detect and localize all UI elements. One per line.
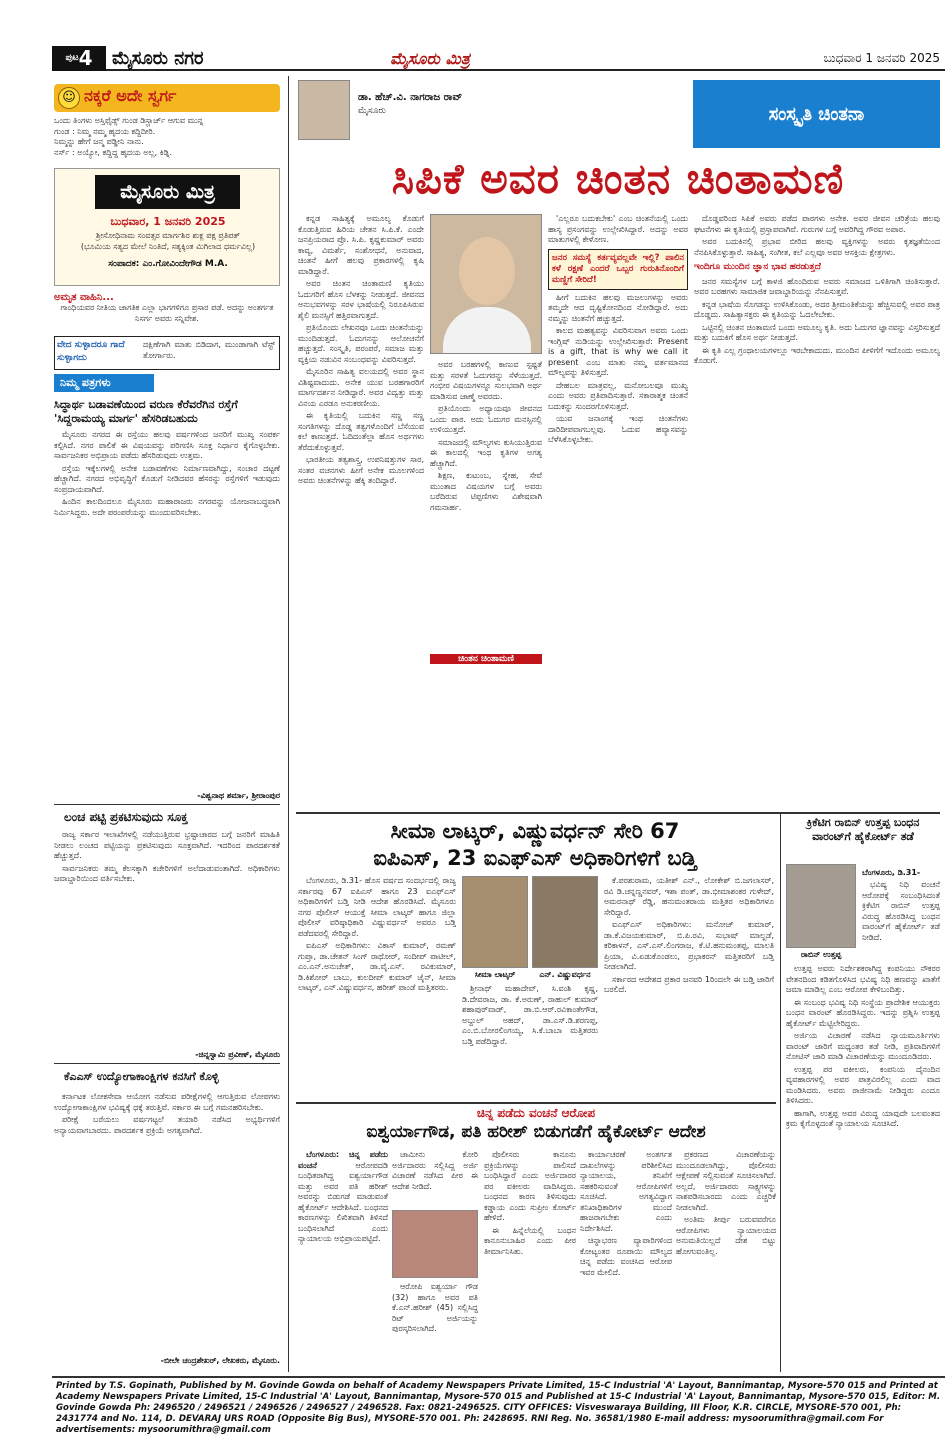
letter1-body: ಮೈಸೂರು ನಗರದ ಈ ರಸ್ತೆಯು ಹಲವು ವರ್ಷಗಳಿಂದ ಜನರಿಗೆ ಮುಖ್ಯ ಸಂಪರ್ಕ ಕಲ್ಪಿಸಿದೆ. ನಗರ ಪಾಲಿಕೆ ಈ ವಿಷಯವನ್ನು ಪರಿಗಣಿಸಿ ಸೂಕ್ತ ನಿರ್ಧಾರ ಕೈಗೊಳ್ಳಬೇಕು. ಸಾರ್ವಜನಿಕರ ಅಭಿಪ್ರಾಯ ಪಡೆದು ಹೆಸರಿಡುವುದು ಉತ್ತಮ. ರಸ್ತೆಯ ಇಕ್ಕೆಲಗಳಲ್ಲಿ ಅನೇಕ ಬಡಾವಣೆಗಳು ನಿರ್ಮಾಣವಾಗಿದ್ದು, ಸಂಚಾರ ದಟ್ಟಣೆ ಹೆಚ್ಚಾಗಿದೆ. ನಗರದ ಅಭಿವೃದ್ಧಿಗೆ ಕೊಡುಗೆ ನೀಡಿದವರ ಹೆಸರನ್ನು ರಸ್ತೆಗಳಿಗೆ ಇಡುವುದು ಸಂಪ್ರದಾಯವಾಗಿದೆ. ಹಿಂದಿನ ಕಾಲದಿಂದಲೂ ಮೈಸೂರು ಮಹಾರಾಜರು ನಗರವನ್ನು ಯೋಜನಾಬದ್ಧವಾಗಿ ನಿರ್ಮಿಸಿದ್ದರು. ಅದೇ ಪರಂಪರೆಯನ್ನು ಮುಂದುವರಿಸಬೇಕು. xyxy=(54,430,280,517)
feature-body-col4: ದೊಡ್ಡವರಿಂದ ಸಿಪಿಕೆ ಅವರು ಪಡೆದ ಪಾಠಗಳು ಅನೇಕ. ಅವರ ಜೀವನ ಚರಿತ್ರೆಯ ಹಲವು ಘಟನೆಗಳು ಈ ಕೃತಿಯಲ್ಲಿ ಪ್ರಸ್ತಾಪವಾಗಿವೆ. ಗುರುಗಳ ಬಗ್ಗೆ ಅವರಿಗಿದ್ದ ಗೌರವ ಅಪಾರ. ಅವರ ಬದುಕಿನಲ್ಲಿ ಪ್ರಭಾವ ಬೀರಿದ ಹಲವು ವ್ಯಕ್ತಿಗಳನ್ನು ಅವರು ಕೃತಜ್ಞತೆಯಿಂದ ನೆನಪಿಸಿಕೊಳ್ಳುತ್ತಾರೆ. ಸಾಹಿತ್ಯ, ಸಂಗೀತ, ಕಲೆ ಎಲ್ಲವೂ ಅವರ ಆಸಕ್ತಿಯ ಕ್ಷೇತ್ರಗಳು. ಇಂದಿಗೂ ಮುಂದಿನ ಜ್ಞಾನ ಭಾವ ಹರಡುತ್ತದೆ ಜನರ ಸಮಸ್ಯೆಗಳ ಬಗ್ಗೆ ಕಾಳಜಿ ಹೊಂದಿರುವ ಅವರು ಸಮಾಜದ ಒಳಿತಿಗಾಗಿ ಚಿಂತಿಸುತ್ತಾರೆ. ಅವರ ಬರಹಗಳು ಸಾಮಾಜಿಕ ಜವಾಬ್ದಾರಿಯನ್ನು ನೆನಪಿಸುತ್ತವೆ. ಕನ್ನಡ ಭಾಷೆಯ ಸೊಗಡನ್ನು ಉಳಿಸಿಕೊಂಡು, ಅದರ ಶ್ರೀಮಂತಿಕೆಯನ್ನು ಹೆಚ್ಚಿಸುವಲ್ಲಿ ಅವರ ಪಾತ್ರ ದೊಡ್ಡದು. ಸಾಹಿತ್ಯಾಸಕ್ತರು ಈ ಕೃತಿಯನ್ನು ಓದಲೇಬೇಕು. ಒಟ್ಟಿನಲ್ಲಿ ಚಿಂತನ ಚಿಂತಾಮಣಿ ಒಂದು ಅಮೂಲ್ಯ ಕೃತಿ. ಅದು ಓದುಗರ ಜ್ಞಾನವನ್ನು ವಿಸ್ತರಿಸುತ್ತದೆ ಮತ್ತು ಬದುಕಿಗೆ ಹೊಸ ಅರ್ಥ ನೀಡುತ್ತದೆ. ಈ ಕೃತಿ ಎಲ್ಲ ಗ್ರಂಥಾಲಯಗಳಲ್ಲೂ ಇರಬೇಕಾದುದು. ಮುಂದಿನ ಪೀಳಿಗೆಗೆ ಇದೊಂದು ಅಮೂಲ್ಯ ಕೊಡುಗೆ. xyxy=(694,214,940,365)
feature-body-col3: 'ಎಲ್ಲರೂ ಬದುಕಬೇಕು' ಎಂಬ ಚಿಂತನೆಯಲ್ಲಿ ಒಂದು ಹಾಸ್ಯ ಪ್ರಸಂಗವನ್ನು ಉಲ್ಲೇಖಿಸಿದ್ದಾರೆ. ಅದನ್ನು ಅವರ ಮಾತುಗಳಲ್ಲಿ ಕೇಳೋಣ. ಜನರ ಸಮಸ್ಯೆ ಕರ್ತವ್ಯವಲ್ಲವೇ ಇಲ್ಲಿ? ಪಾಲಿನ ಕಳೆ ರಕ್ಷಣೆ ಎಂದರೆ ಒಬ್ಬರ ಗುರುತಿನೊಂದಿಗೆ ಮಣ್ಣಿಗೆ ಸೇರಿದೆ! ಹೀಗೆ ಬದುಕಿನ ಹಲವು ಮಜಲುಗಳನ್ನು ಅವರು ತಮ್ಮದೇ ಆದ ದೃಷ್ಟಿಕೋನದಿಂದ ನೋಡಿದ್ದಾರೆ. ಅದು ನಮ್ಮನ್ನು ಚಿಂತನೆಗೆ ಹಚ್ಚುತ್ತದೆ. ಕಾಲದ ಮಹತ್ವವನ್ನು ವಿವರಿಸುವಾಗ ಅವರು ಒಂದು ಇಂಗ್ಲಿಷ್ ನುಡಿಯನ್ನು ಉಲ್ಲೇಖಿಸುತ್ತಾರೆ: Present is a gift, that is why we call it present ಎಂಬ ಮಾತು ನಮ್ಮ ವರ್ತಮಾನದ ಮೌಲ್ಯವನ್ನು ತಿಳಿಸುತ್ತದೆ. ದೇಹಬಲ ಮಾತ್ರವಲ್ಲ, ಮನೋಬಲವೂ ಮುಖ್ಯ ಎಂದು ಅವರು ಪ್ರತಿಪಾದಿಸುತ್ತಾರೆ. ಸಕಾರಾತ್ಮಕ ಚಿಂತನೆ ಬದುಕನ್ನು ಸುಂದರಗೊಳಿಸುತ್ತದೆ. ಯುವ ಜನಾಂಗಕ್ಕೆ ಇಂಥ ಚಿಂತನೆಗಳು ದಾರಿದೀಪವಾಗಬಲ್ಲವು. ಓದುವ ಹವ್ಯಾಸವನ್ನು ಬೆಳೆಸಿಕೊಳ್ಳಬೇಕು. xyxy=(548,214,688,444)
joke-banner-title: ನಕ್ಕರೆ ಅದೇ ಸ್ವರ್ಗ xyxy=(84,86,177,105)
caption-vishnu: ಎನ್. ವಿಷ್ಣುವರ್ಧನ xyxy=(539,970,591,979)
cpk-portrait xyxy=(430,214,542,354)
imprint-footer: Printed by T.S. Gopinath, Published by M. Govinde Gowda on behalf of Academy Newspapers Private Limited, 15-C Industrial 'A' Layout, Bannimantap, Mysore-570 015 and Printed at Academy Newspapers Private Limited, 15-C Industrial 'A' Layout, Bannimantap, Mysore-570 015 and Published at 15-C Industrial 'A' Layout, Bannimantap, Mysore-570 015, Editor: M. Govinde Gowda Ph: 2496520 / 2496521 / 2496526 / 2496527 / 2496528. Fax: 0821-2496525. CITY OFFICES: Visveswaraya Building, III Floor, K.R. CIRCLE, MYSORE-570 001, Ph: 2431774 and No. 114, D. DEVARAJ URS ROAD (Opposite Big Bus), MYSORE-570 001. Ph: 2428695. RNI Reg. No. 36581/1980 E-mail address: mysoorumithra@gmail.com For advertisements: mysoorumithra@gmail.com xyxy=(52,1376,945,1439)
column-divider xyxy=(780,812,781,1372)
letter2-sign: -ಚಿನ್ನಸ್ವಾಮಿ ಪ್ರವೀಣ್, ಮೈಸೂರು xyxy=(195,1050,280,1059)
joke-banner xyxy=(54,84,280,112)
divider xyxy=(296,1102,776,1104)
letters-label: ನಿಮ್ಮ ಪತ್ರಗಳು xyxy=(54,374,154,392)
vishnuvardhan-photo xyxy=(532,876,598,968)
aishwarya-gowda-photo xyxy=(392,1210,478,1278)
letter2-body: ರಾಜ್ಯ ಸರ್ಕಾರ ಇಲಾಖೆಗಳಲ್ಲಿ ನಡೆಯುತ್ತಿರುವ ಭ್ರಷ್ಟಾಚಾರದ ಬಗ್ಗೆ ಜನರಿಗೆ ಮಾಹಿತಿ ನೀಡಲು ಲಂಚದ ಪಟ್ಟಿಯನ್ನು ಪ್ರಕಟಿಸುವುದು ಸೂಕ್ತವಾಗಿದೆ. ಇದರಿಂದ ಪಾರದರ್ಶಕತೆ ಹೆಚ್ಚುತ್ತದೆ. ಸಾರ್ವಜನಿಕರು ತಮ್ಮ ಕೆಲಸಕ್ಕಾಗಿ ಕಚೇರಿಗಳಿಗೆ ಅಲೆದಾಡುವಂತಾಗಿದೆ. ಅಧಿಕಾರಿಗಳು ಜವಾಬ್ದಾರಿಯಿಂದ ವರ್ತಿಸಬೇಕು. xyxy=(54,830,280,883)
proverb-box xyxy=(54,336,280,370)
joke-text: ಒಂದು ತಿಂಗಳು ಅಸ್ತಿಫೈಡ್ಸ್ ಗುಂಡ ಡಿಸ್ಚಾರ್ಜ್ ಆಗುವ ಮುನ್ನ ಗುಂಡ : ನಿಮ್ಮ ನಮ್ಮ ಹೃದಯ ಕದ್ದಿದೀರಿ. ನಿಮ್ಮನ್ನು ಹೇಗೆ ಜನ್ಮ ಪಡ್ಡೀನಿ ನಾನು. ನರ್ಸ್ : ಅಯ್ಯೋ, ಕದ್ದಿದ್ದ ಹೃದಯ ಅಲ್ಲ, ಕಿಡ್ನಿ. xyxy=(54,116,204,157)
side-story-body-a: ಭವಿಷ್ಯ ನಿಧಿ ವಂಚನೆ ಆರೋಪಕ್ಕೆ ಸಂಬಂಧಿಸಿದಂತೆ ಕ್ರಿಕೆಟಿಗ ರಾಬಿನ್ ಉತ್ತಪ್ಪ ವಿರುದ್ಧ ಹೊರಡಿಸಿದ್ದ ಬಂಧನ ವಾರಂಟ್‌ಗೆ ಹೈಕೋರ್ಟ್ ತಡೆ ನೀಡಿದೆ. xyxy=(862,880,940,942)
editor-line: ಸಂಪಾದಕ: ಎಂ.ಗೋವಿಂದೇಗೌಡ M.A. xyxy=(108,259,228,269)
bottom-col2b: ಆರೋಪಿ ಐಶ್ವರ್ಯಾ ಗೌಡ (32) ಹಾಗೂ ಅವರ ಪತಿ ಕೆ.ಎನ್.ಹರೀಶ್ (45) ಸಲ್ಲಿಸಿದ್ದ ರಿಟ್ ಅರ್ಜಿಯನ್ನು ಪುರಸ್ಕರಿಸಲಾಗಿದೆ. xyxy=(392,1282,478,1333)
sub2: ಇಂದಿಗೂ ಮುಂದಿನ ಜ್ಞಾನ ಭಾವ ಹರಡುತ್ತದೆ xyxy=(694,262,821,272)
pull-quote: ಜನರ ಸಮಸ್ಯೆ ಕರ್ತವ್ಯವಲ್ಲವೇ ಇಲ್ಲಿ? ಪಾಲಿನ ಕಳೆ ರಕ್ಷಣೆ ಎಂದರೆ ಒಬ್ಬರ ಗುರುತಿನೊಂದಿಗೆ ಮಣ್ಣಿಗೆ ಸೇರಿದೆ! xyxy=(548,249,688,290)
promotion-headline-line1: ಸೀಮಾ ಲಾಟ್ಕರ್, ವಿಷ್ಣುವರ್ಧನ್ ಸೇರಿ 67 xyxy=(390,819,680,843)
letter1-sign: -ವಿಶ್ವನಾಥ ಶರ್ಮಾ, ಶ್ರೀರಾಂಪುರ xyxy=(197,791,280,800)
author-photo xyxy=(298,80,350,140)
bottom-col5: ಪ್ರಕರಣದ ವಿಚಾರಣೆಯನ್ನು ಮುಂದೂಡಲಾಗಿದ್ದು, ಪೊಲೀಸರು ಆಕ್ಷೇಪಣೆ ಸಲ್ಲಿಸುವಂತೆ ಸೂಚಿಸಲಾಗಿದೆ. ಅಲ್ಲದೆ, ಅರ್ಜಿದಾರರು ಸಾಕ್ಷ್ಯಗಳನ್ನು ನಾಶಪಡಿಸಬಾರದು ಎಂದು ಎಚ್ಚರಿಕೆ ನೀಡಲಾಗಿದೆ. ಅಂತಿಮ ತೀರ್ಪು ಬರುವವರೆಗೂ ಆರೋಪಿಗಳು ನ್ಯಾಯಾಲಯದ ಅನುಮತಿಯಿಲ್ಲದೆ ದೇಶ ಬಿಟ್ಟು ಹೋಗುವಂತಿಲ್ಲ. xyxy=(676,1150,776,1256)
divider xyxy=(296,812,940,814)
column-divider xyxy=(288,76,289,1372)
side-story-title: ಕ್ರಿಕೆಟಿಗ ರಾಬಿನ್ ಉತ್ತಪ್ಪ ಬಂಧನ ವಾರಂಟ್‌ಗೆ ಹೈಕೋರ್ಟ್ ತಡೆ xyxy=(806,816,920,843)
quote-text: ಗಾಂಧಿಯವರ ನೀತಿಯ ಜಾಗತಿಕ ಎಲ್ಲಾ ಭಾಗಗಳಿಗೂ ಪ್ರಸಾರ ಪಡೆ. ಅದನ್ನು ಅಂತರ್ಗತ ನಿಸರ್ಗ ಅವರು ಸನ್ನಿವೇಶ. xyxy=(60,303,274,323)
seema-latkar-photo xyxy=(462,876,528,968)
robin-caption: ರಾಬಿನ್ ಉತ್ತಪ್ಪ xyxy=(800,950,842,959)
divider xyxy=(54,804,280,805)
bottom-col2: ಜಾಮೀನು ಕೋರಿ ಅರ್ಜಿದಾರರು ಸಲ್ಲಿಸಿದ್ದ ಅರ್ಜಿ ವಿಚಾರಣೆ ನಡೆಸಿದ ಪೀಠ ಈ ಆದೇಶ ನೀಡಿದೆ. xyxy=(392,1150,478,1191)
paper-name: ಮೈಸೂರು ಮಿತ್ರ xyxy=(390,49,470,68)
promo-col1: ಬೆಂಗಳೂರು, ಡಿ.31- ಹೊಸ ವರ್ಷದ ಸಂದರ್ಭದಲ್ಲಿ ರಾಜ್ಯ ಸರ್ಕಾರವು 67 ಐಪಿಎಸ್ ಹಾಗೂ 23 ಐಎಫ್‌ಎಸ್ ಅಧಿಕಾರಿಗಳಿಗೆ ಬಡ್ತಿ ನೀಡಿ ಆದೇಶ ಹೊರಡಿಸಿದೆ. ಮೈಸೂರು ನಗರ ಪೊಲೀಸ್ ಆಯುಕ್ತೆ ಸೀಮಾ ಲಾಟ್ಕರ್ ಹಾಗೂ ಜಿಲ್ಲಾ ಪೊಲೀಸ್ ವರಿಷ್ಠಾಧಿಕಾರಿ ವಿಷ್ಣುವರ್ಧನ್ ಅವರೂ ಬಡ್ತಿ ಪಡೆದವರಲ್ಲಿ ಸೇರಿದ್ದಾರೆ. ಐಪಿಎಸ್ ಅಧಿಕಾರಿಗಳು: ವಿಕಾಸ್ ಕುಮಾರ್, ರಮಣ್ ಗುಪ್ತಾ, ಡಾ.ಚೇತನ್ ಸಿಂಗ್ ರಾಥೋರ್, ಸಂದೀಪ್ ಪಾಟೀಲ್, ಎಂ.ಎನ್.ಅನುಚೇತ್, ಡಾ.ವೈ.ಎಸ್. ರವಿಕುಮಾರ್, ಡಿ.ಕಿಶೋರ್ ಬಾಬು, ಕುಲದೀಪ್ ಕುಮಾರ್ ಜೈನ್, ಸೀಮಾ ಲಾಟ್ಕರ್, ಎನ್.ವಿಷ್ಣುವರ್ಧನ, ಹರೀಶ್ ಪಾಂಡೆ ಮತ್ತಿತರರು. xyxy=(298,876,456,992)
masthead-logo: ಮೈಸೂರು ಮಿತ್ರ xyxy=(95,175,240,209)
bottom-kicker: ಚಿನ್ನ ಪಡೆದು ವಂಚನೆ ಆರೋಪ xyxy=(476,1106,596,1120)
masthead-box xyxy=(54,168,280,286)
bottom-headline: ಐಶ್ವರ್ಯಾಗೌಡ, ಪತಿ ಹರೀಶ್ ಬಿಡುಗಡೆಗೆ ಹೈಕೋರ್ಟ್ ಆದೇಶ xyxy=(366,1122,706,1142)
bottom-col4: ಕಾರ್ಯಾಚರಣೆ ಅಂತರ್ಗತ ದಾಖಲೆಗಳನ್ನು ಪರಿಶೀಲಿಸಿದ ನ್ಯಾಯಾಲಯ, ತನಿಖೆಗೆ ಸಹಕರಿಸುವಂತೆ ಆರೋಪಿಗಳಿಗೆ ಸೂಚಿಸಿದೆ. ಅಗತ್ಯವಿದ್ದಾಗ ತನಿಖಾಧಿಕಾರಿಗಳ ಮುಂದೆ ಹಾಜರಾಗಬೇಕು ಎಂದು ನಿರ್ದೇಶಿಸಿದೆ. ಚಿನ್ನಾಭರಣ ವ್ಯಾಪಾರಿಗಳಿಂದ ಕೋಟ್ಯಂತರ ರೂಪಾಯಿ ಮೌಲ್ಯದ ಚಿನ್ನ ಪಡೆದು ವಂಚಿಸಿದ ಆರೋಪ ಇವರ ಮೇಲಿದೆ. xyxy=(580,1150,672,1277)
letter2-title: ಲಂಚ ಪಟ್ಟಿ ಪ್ರಕಟಿಸುವುದು ಸೂಕ್ತ xyxy=(64,810,188,824)
page-number: $^{ಪುಟ}$4 xyxy=(52,46,106,71)
robin-uthappa-photo xyxy=(786,864,856,948)
column-name-banner xyxy=(693,80,940,148)
bottom-dateline: ಬೆಂಗಳೂರು: ಚಿನ್ನ ಪಡೆದು ವಂಚನೆ xyxy=(298,1150,388,1170)
side-dateline: ಬೆಂಗಳೂರು, ಡಿ.31- xyxy=(862,868,921,877)
letter3-sign: -ಬೀಲೇ ಚಂದ್ರಶೇಖರ್, ಲೇಖಕರು, ಮೈಸೂರು. xyxy=(160,1356,280,1365)
letter3-title: ಕೆಎಎಸ್ ಉದ್ಯೋಗಾಕಾಂಕ್ಷಿಗಳ ಕನಸಿಗೆ ಕೊಳ್ಳಿ xyxy=(64,1070,219,1083)
promotion-headline-line2: ಐಪಿಎಸ್, 23 ಐಎಫ್‌ಎಸ್ ಅಧಿಕಾರಿಗಳಿಗೆ ಬಡ್ತಿ xyxy=(373,846,697,870)
left-column xyxy=(54,80,280,1365)
proverb-text: ದಕ್ಷಿಣೆಗಾಗಿ ಮಾತು ಬಿಡಿದಾಗ, ಮುಂಡಾಗಾಗಿ ಟೆಸ್ಟ್ ತೋರ್ಗಾರು. xyxy=(143,340,275,360)
quote-title: ಅಮೃತ ವಾಹಿನಿ... xyxy=(54,292,114,303)
promo-col3: ಕೆ.ಪರಶುರಾಮ, ಯತೀಶ್ ಎನ್., ಲೋಕೇಶ್ ಬಿ.ಜಗಲಾಸರ್, ರವಿ ಡಿ.ಚನ್ನಣ್ಣನವರ್, ಇಶಾ ಪಂತ್, ಡಾ.ಭೀಮಾಶಂಕರ ಗುಳೇದ್, ಅಮರನಾಥ್ ರೆಡ್ಡಿ, ಹನುಮಂತರಾಯ ಮತ್ತಿತರ ಅಧಿಕಾರಿಗಳೂ ಸೇರಿದ್ದಾರೆ. ಐಎಫ್‌ಎಸ್ ಅಧಿಕಾರಿಗಳು: ಮನೋಜ್ ಕುಮಾರ್, ಡಾ.ಕೆ.ವಿಜಯಕುಮಾರ್, ಬಿ.ಪಿ.ರವಿ, ಸುಭಾಷ್ ಮಾಲ್ಖಡೆ, ಕರಿಕಾಳನ್, ಎಸ್.ಎಸ್.ಲಿಂಗರಾಜ, ಕೆ.ಟಿ.ಹನುಮಂತಪ್ಪ, ಮಾಲತಿ ಪ್ರಿಯಾ, ವಿ.ಏಡುಕೊಂಡಲು, ಪ್ರಭಾಕರನ್ ಮತ್ತಿತರರಿಗೆ ಬಡ್ತಿ ನೀಡಲಾಗಿದೆ. ಸರ್ಕಾರದ ಆದೇಶದ ಪ್ರಕಾರ ಜನವರಿ 1ರಿಂದಲೇ ಈ ಬಡ್ತಿ ಜಾರಿಗೆ ಬರಲಿದೆ. xyxy=(604,876,774,994)
author-place: ಮೈಸೂರು xyxy=(358,106,386,116)
feature-body-col2: ಅವರ ಬರಹಗಳಲ್ಲಿ ಕಾಣುವ ಸ್ಪಷ್ಟತೆ ಮತ್ತು ಸರಳತೆ ಓದುಗರನ್ನು ಸೆಳೆಯುತ್ತದೆ. ಗಂಭೀರ ವಿಷಯಗಳನ್ನೂ ಸುಲಭವಾಗಿ ಅರ್ಥ ಮಾಡಿಸುವ ಜಾಣ್ಮೆ ಅವರದು. ಪ್ರತಿಯೊಂದು ಅಧ್ಯಾಯವೂ ಜೀವನದ ಒಂದು ಪಾಠ. ಅದು ಓದುಗರ ಮನಸ್ಸಿನಲ್ಲಿ ಉಳಿಯುತ್ತದೆ. ಸಮಾಜದಲ್ಲಿ ಮೌಲ್ಯಗಳು ಕುಸಿಯುತ್ತಿರುವ ಈ ಕಾಲದಲ್ಲಿ ಇಂಥ ಕೃತಿಗಳ ಅಗತ್ಯ ಹೆಚ್ಚಾಗಿದೆ. ಶಿಕ್ಷಣ, ಕುಟುಂಬ, ಸ್ನೇಹ, ಸೇವೆ ಮುಂತಾದ ವಿಷಯಗಳ ಬಗ್ಗೆ ಅವರು ಬರೆದಿರುವ ಟಿಪ್ಪಣಿಗಳು ವಿಶೇಷವಾಗಿ ಗಮನಾರ್ಹ. xyxy=(430,360,542,512)
masthead-lines: ಶ್ರೀಸೋಧಿನಾಮ ಸಂವತ್ಸರ ಮಾರ್ಗಶಿರ ಶುಕ್ಲ ಪಕ್ಷ ಪ್ರತಿಪತ್ (ಭೂಮಿಯ ಸತ್ಯದ ಮೇಲೆ ನಿಂತಿದೆ, ಸತ್ಯಕ್ಕಿಂತ ಮಿಗಿಲಾದ ಧರ್ಮವಿಲ್ಲ) xyxy=(80,231,256,251)
column-name: ಸಂಸ್ಕೃತಿ ಚಿಂತನಾ xyxy=(768,104,865,125)
side-story-body-b: ಉತ್ತಪ್ಪ ಅವರು ನಿರ್ದೇಶಕರಾಗಿದ್ದ ಕಂಪನಿಯು ನೌಕರರ ವೇತನದಿಂದ ಕಡಿತಗೊಳಿಸಿದ ಭವಿಷ್ಯ ನಿಧಿ ಹಣವನ್ನು ಖಾತೆಗೆ ಜಮಾ ಮಾಡಿಲ್ಲ ಎಂಬ ಆರೋಪ ಕೇಳಿಬಂದಿತ್ತು. ಈ ಸಂಬಂಧ ಭವಿಷ್ಯ ನಿಧಿ ಸಂಸ್ಥೆಯ ಪ್ರಾದೇಶಿಕ ಆಯುಕ್ತರು ಬಂಧನ ವಾರಂಟ್ ಹೊರಡಿಸಿದ್ದರು. ಇದನ್ನು ಪ್ರಶ್ನಿಸಿ ಉತ್ತಪ್ಪ ಹೈಕೋರ್ಟ್ ಮೆಟ್ಟಿಲೇರಿದ್ದರು. ಅರ್ಜಿಯ ವಿಚಾರಣೆ ನಡೆಸಿದ ನ್ಯಾಯಮೂರ್ತಿಗಳು ವಾರಂಟ್ ಜಾರಿಗೆ ಮಧ್ಯಂತರ ತಡೆ ನೀಡಿ, ಪ್ರತಿವಾದಿಗಳಿಗೆ ನೋಟಿಸ್ ಜಾರಿ ಮಾಡಿ ವಿಚಾರಣೆಯನ್ನು ಮುಂದೂಡಿದರು. ಉತ್ತಪ್ಪ ಪರ ವಕೀಲರು, ಕಂಪನಿಯ ದೈನಂದಿನ ವ್ಯವಹಾರಗಳಲ್ಲಿ ಅವರ ಪಾತ್ರವಿರಲಿಲ್ಲ ಎಂದು ವಾದ ಮಂಡಿಸಿದರು. ಅವರು ರಾಜೀನಾಮೆ ನೀಡಿದ್ದರು ಎಂದೂ ತಿಳಿಸಿದರು. ಹಾಗಾಗಿ, ಉತ್ತಪ್ಪ ಅವರ ವಿರುದ್ಧ ಯಾವುದೇ ಬಲವಂತದ ಕ್ರಮ ಕೈಗೊಳ್ಳದಂತೆ ನ್ಯಾಯಾಲಯ ಸೂಚಿಸಿದೆ. xyxy=(786,964,940,1128)
promo-col2: ಶ್ರೀನಾಥ್ ಮಹಾದೇವ್, ಸಿ.ವಂಶಿ ಕೃಷ್ಣ, ಡಿ.ದೇವರಾಜ, ಡಾ. ಕೆ.ಅರುಣ್, ರಾಹುಲ್ ಕುಮಾರ್ ಶಹಾಪುರ್‌ವಾಡ್, ಡಾ.ಬಿ.ಆರ್.ರವಿಕಾಂತೇಗೌಡ, ಅಬ್ದುಲ್ ಅಹದ್, ಡಾ.ಎಸ್.ಡಿ.ಶರಣಪ್ಪ, ಎಂ.ಬಿ.ಬೋರಲಿಂಗಯ್ಯ, ಸಿ.ಕೆ.ಬಾಬಾ ಮತ್ತಿತರರು ಬಡ್ತಿ ಪಡೆದಿದ್ದಾರೆ. xyxy=(462,984,598,1046)
masthead-date: ಬುಧವಾರ, 1 ಜನವರಿ 2025 xyxy=(110,215,226,228)
portrait-body xyxy=(443,307,531,353)
promotion-headline xyxy=(296,818,774,872)
english-quote: Present is a gift, that is why we call it present xyxy=(548,336,688,367)
author-name: ಡಾ. ಹೆಚ್.ವಿ. ನಾಗರಾಜ ರಾವ್ xyxy=(358,92,463,103)
headline: ಸಿಪಿಕೆ ಅವರ ಚಿಂತನ ಚಿಂತಾಮಣಿ xyxy=(391,154,845,203)
feature-body-col1: ಕನ್ನಡ ಸಾಹಿತ್ಯಕ್ಕೆ ಅಮೂಲ್ಯ ಕೊಡುಗೆ ಕೊಡುತ್ತಿರುವ ಹಿರಿಯ ಚೇತನ ಸಿ.ಪಿ.ಕೆ. ಎಂದೇ ಜನಪ್ರಿಯರಾದ ಪ್ರೊ. ಸಿ.ಪಿ. ಕೃಷ್ಣಕುಮಾರ್ ಅವರು ಕಾವ್ಯ, ವಿಮರ್ಶೆ, ಸಂಶೋಧನೆ, ಅನುವಾದ, ಚಿಂತನೆ ಹೀಗೆ ಹಲವು ಪ್ರಕಾರಗಳಲ್ಲಿ ಕೃಷಿ ಮಾಡಿದ್ದಾರೆ. ಅವರ ಚಿಂತನ ಚಿಂತಾಮಣಿ ಕೃತಿಯು ಓದುಗರಿಗೆ ಹೊಸ ಬೆಳಕನ್ನು ನೀಡುತ್ತದೆ. ಜೀವನದ ಅನುಭವಗಳನ್ನು ಸರಳ ಭಾಷೆಯಲ್ಲಿ ನಿರೂಪಿಸಿರುವ ಶೈಲಿ ಮನಸ್ಸಿಗೆ ಹತ್ತಿರವಾಗುತ್ತದೆ. ಪ್ರತಿಯೊಂದು ಲೇಖನವೂ ಒಂದು ಚಿಂತನೆಯನ್ನು ಮುಂದಿಡುತ್ತದೆ. ಓದುಗನನ್ನು ಆಲೋಚನೆಗೆ ಹಚ್ಚುತ್ತದೆ. ಸಂಸ್ಕೃತಿ, ಪರಂಪರೆ, ಸಮಾಜ ಮತ್ತು ವ್ಯಕ್ತಿಯ ನಡುವಿನ ಸಂಬಂಧವನ್ನು ವಿವರಿಸುತ್ತದೆ. ಮೈಸೂರಿನ ಸಾಹಿತ್ಯ ವಲಯದಲ್ಲಿ ಅವರ ಸ್ಥಾನ ವಿಶಿಷ್ಟವಾದುದು. ಅನೇಕ ಯುವ ಬರಹಗಾರರಿಗೆ ಮಾರ್ಗದರ್ಶನ ನೀಡಿದ್ದಾರೆ. ಅವರ ವಿದ್ವತ್ತು ಮತ್ತು ವಿನಯ ಎರಡೂ ಅನುಕರಣೀಯ. ಈ ಕೃತಿಯಲ್ಲಿ ಬದುಕಿನ ಸಣ್ಣ ಸಣ್ಣ ಸಂಗತಿಗಳನ್ನು ದೊಡ್ಡ ತತ್ವಗಳೊಂದಿಗೆ ಬೆಸೆಯುವ ಕಲೆ ಕಾಣುತ್ತದೆ. ಓದಿದಂತೆಲ್ಲಾ ಹೊಸ ಅರ್ಥಗಳು ತೆರೆದುಕೊಳ್ಳುತ್ತವೆ. ಭಾರತೀಯ ತತ್ವಶಾಸ್ತ್ರ, ಉಪನಿಷತ್ತುಗಳ ಸಾರ, ಸಂತರ ವಚನಗಳು ಹೀಗೆ ಅನೇಕ ಮೂಲಗಳಿಂದ ಅವರು ಚಿಂತನೆಗಳನ್ನು ಹೆಕ್ಕಿ ತಂದಿದ್ದಾರೆ. xyxy=(298,214,424,485)
laughing-face-icon: ☺ xyxy=(58,87,80,109)
quote-box xyxy=(54,292,280,332)
bottom-col3: ಪೊಲೀಸರು ಕಾನೂನು ಪ್ರಕ್ರಿಯೆಗಳನ್ನು ಪಾಲಿಸದೆ ಬಂಧಿಸಿದ್ದಾರೆ ಎಂದು ಅರ್ಜಿದಾರರ ಪರ ವಕೀಲರು ವಾದಿಸಿದ್ದರು. ಬಂಧನದ ಕಾರಣ ತಿಳಿಸುವುದು ಕಡ್ಡಾಯ ಎಂದು ಸುಪ್ರೀಂ ಕೋರ್ಟ್ ಹೇಳಿದೆ. ಈ ಹಿನ್ನೆಲೆಯಲ್ಲಿ ಬಂಧನ ಕಾನೂನುಬಾಹಿರ ಎಂದು ಪೀಠ ತೀರ್ಮಾನಿಸಿತು. xyxy=(484,1150,576,1256)
bottom-col1: ಬೆಂಗಳೂರು: ಚಿನ್ನ ಪಡೆದು ವಂಚನೆ ಆರೋಪದಡಿ ಬಂಧಿತರಾಗಿದ್ದ ಐಶ್ವರ್ಯಾಗೌಡ ಮತ್ತು ಅವರ ಪತಿ ಹರೀಶ್ ಅವರನ್ನು ಬಿಡುಗಡೆ ಮಾಡುವಂತೆ ಹೈಕೋರ್ಟ್ ಆದೇಶಿಸಿದೆ. ಬಂಧನದ ಕಾರಣಗಳನ್ನು ಲಿಖಿತವಾಗಿ ತಿಳಿಸದೆ ಬಂಧಿಸಲಾಗಿದೆ ಎಂದು ನ್ಯಾಯಾಲಯ ಅಭಿಪ್ರಾಯಪಟ್ಟಿದೆ. xyxy=(298,1150,388,1243)
divider xyxy=(54,1063,280,1064)
portrait-face xyxy=(459,237,515,305)
section-name: ಮೈಸೂರು ನಗರ xyxy=(112,48,204,69)
letter1-title: ಸಿದ್ಧಾರ್ಥ ಬಡಾವಣೆಯಿಂದ ವರುಣ ಕೆರೆವರೆಗಿನ ರಸ್ತೆಗೆ 'ಸಿದ್ದರಾಮಯ್ಯ ಮಾರ್ಗ' ಹೆಸರಿಡಬಹುದು xyxy=(54,398,238,425)
proverb-label: ವೇದ ಸುಳ್ಳಾದರೂ ಗಾದೆ ಸುಳ್ಳಾಗದು xyxy=(57,340,125,363)
subhead: ಚಿಂತನ ಚಿಂತಾಮಣಿ xyxy=(430,654,542,664)
caption-seema: ಸೀಮಾ ಲಾಟ್ಕರ್ xyxy=(474,970,516,979)
letter3-body: ಕರ್ನಾಟಕ ಲೋಕಸೇವಾ ಆಯೋಗ ನಡೆಸುವ ಪರೀಕ್ಷೆಗಳಲ್ಲಿ ಆಗುತ್ತಿರುವ ಲೋಪಗಳು ಉದ್ಯೋಗಾಕಾಂಕ್ಷಿಗಳ ಭವಿಷ್ಯಕ್ಕೆ ಧಕ್ಕೆ ತರುತ್ತಿವೆ. ಸರ್ಕಾರ ಈ ಬಗ್ಗೆ ಗಮನಹರಿಸಬೇಕು. ಪರೀಕ್ಷೆ ಬರೆಯಲು ವರ್ಷಗಟ್ಟಲೆ ತಯಾರಿ ನಡೆಸಿದ ಅಭ್ಯರ್ಥಿಗಳಿಗೆ ಅನ್ಯಾಯವಾಗಬಾರದು. ಪಾರದರ್ಶಕ ಪ್ರಕ್ರಿಯೆ ಅಗತ್ಯವಾಗಿದೆ. xyxy=(54,1092,280,1135)
issue-date: ಬುಧವಾರ 1 ಜನವರಿ 2025 xyxy=(823,51,940,65)
